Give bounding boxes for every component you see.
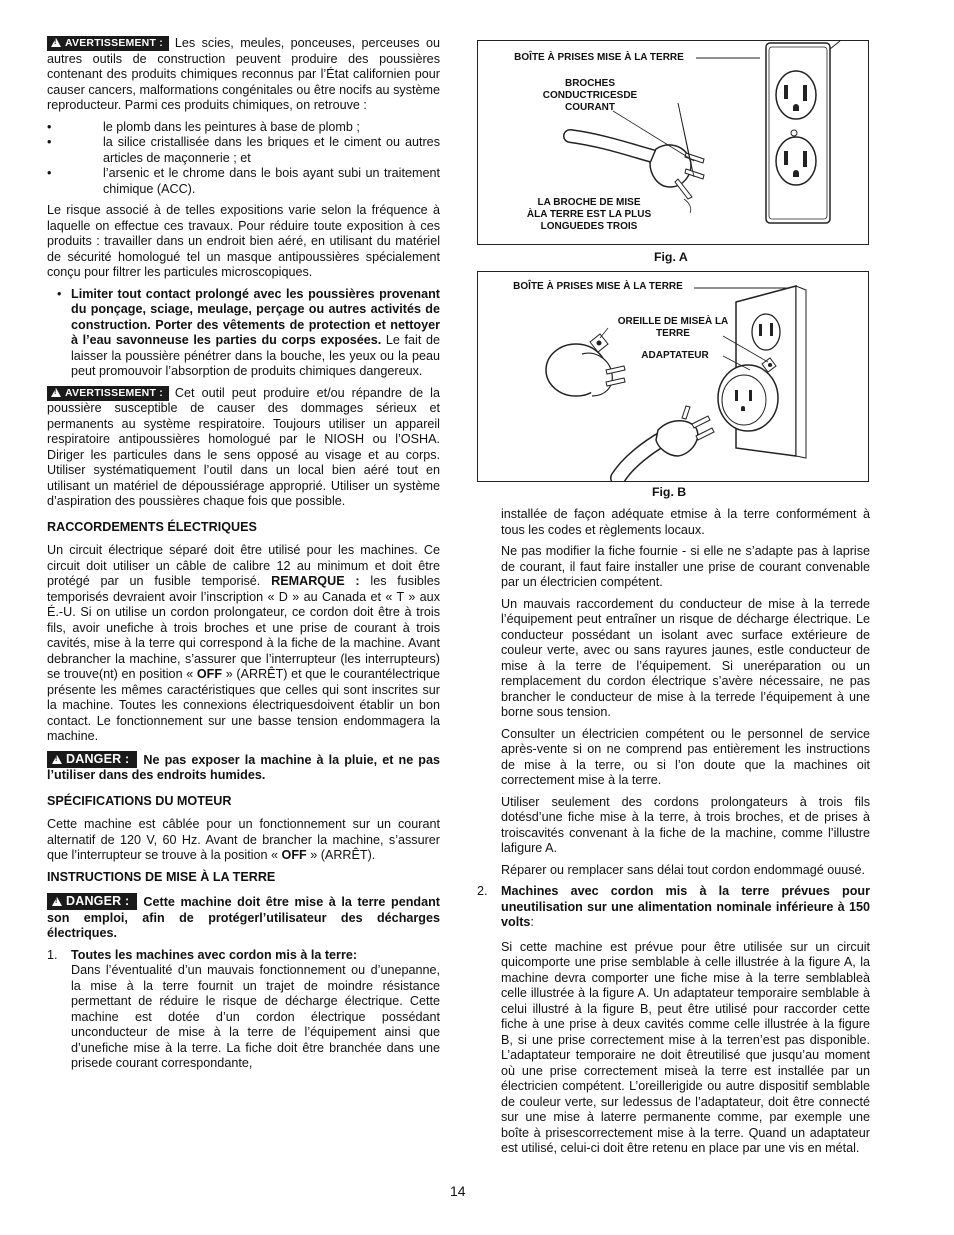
item-1-continued (477, 507, 870, 878)
figure-b-illustration (478, 272, 868, 481)
risk-paragraph: Le risque associé à de telles expositions varie selon la fréquence à laquelle on effectue ces travaux. Pour réduire toute exposition à ces produits : travailler dans un endroit bien aéré, en utilisant du matériel de sécurité homologué tel un masque antipoussières spécialement conçu pour filtrer les particules microscopiques. (47, 203, 440, 279)
label-current-prongs: BROCHES CONDUCTRICESDE COURANT (542, 78, 638, 113)
numbered-item-1: 1. Toutes les machines avec cordon mis à la terre: Dans l’éventualité d’un mauvais fonctionnement ou d’unepanne, la mise à la terre fournit un trajet de moindre résistance permettant de réduire le risque de décharge électrique. Cette machine est dotée d’un cordon électrique possédant unconducteur de mise à la terre de l’équipement ainsi que d’unefiche mise à la terre. La fiche doit être branchée dans une prisede courant correspondante, (47, 947, 440, 1070)
warning-badge: !AVERTISSEMENT : (47, 36, 169, 51)
install-paragraph: installée de façon adéquate etmise à la terre conformément à tous les codes et règlements locaux. (501, 507, 870, 537)
figure-b-caption: Fig. B (652, 485, 687, 499)
heading-specifications: SPÉCIFICATIONS DU MOTEUR (47, 793, 232, 808)
list-item: • l’arsenic et le chrome dans le bois ayant subi un traitement chimique (ACC). (47, 166, 440, 197)
heading-instructions: INSTRUCTIONS DE MISE À LA TERRE (47, 869, 276, 884)
label-outlet-box: BOÎTE À PRISES MISE À LA TERRE (513, 281, 683, 292)
warning-triangle-icon (51, 38, 61, 47)
contact-bullet-bold: Limiter tout contact prolongé avec les poussières provenant du ponçage, sciage, meulage, perçage ou autres activités de construction. Porter des vêtements de protection et nettoyer à l’eau savonneuse les parties du corps exposées. (71, 286, 440, 347)
raccord-paragraph: Un circuit électrique séparé doit être utilisé pour les machines. Ce circuit doit utiliser un câble de calibre 12 au minimum et doit être protégé par un fusible temporisé. REMARQUE : les fusibles temporisés devraient avoir l’inscription « D » au Canada et « T » aux É.-U. Si on utilise un cordon prolongateur, ce cordon doit être à trois fils, avoir unefiche à trois broches et une prise de courant à trois cavités, mise à la terre qui correspond à la fiche de la machine. Avant debrancher la machine, s’assurer que l’interrupteur (les interrupteurs) se trouve(nt) en position « OFF » (ARRÊT) et que le courantélectrique présente les mêmes caractéristiques que celles qui sont inscrites sur la machine. Toutes les connexions électriquesdoivent établir un bon contact. Le fonctionnement sur une basse tension endommagera la machine. (47, 543, 441, 743)
danger-paragraph-2: !DANGER : Cette machine doit être mise à la terre pendant son emploi, afin de protégerl’utilisateur des décharges électriques. (47, 893, 440, 942)
warning-badge: !AVERTISSEMENT : (47, 386, 169, 401)
cords-paragraph: Utiliser seulement des cordons prolongateurs à trois fils dotésd’une fiche mise à la terre, à trois broches, et de prises à troiscavités convenant à la fiche de la machine, comme l’illustre lafigure A. (501, 794, 870, 855)
danger-paragraph-1: !DANGER : Ne pas exposer la machine à la pluie, et ne pas l’utiliser dans des endroits humides. (47, 751, 440, 784)
item-2-title: Machines avec cordon mis à la terre prévues pour uneutilisation sur une alimentation nominale inférieure à 150 volts (501, 884, 870, 929)
warning-paragraph-2 (47, 386, 440, 510)
warning-triangle-icon (52, 897, 62, 906)
figure-a-caption: Fig. A (654, 250, 688, 264)
contact-bullet-text: Le fait de laisser la poussière pénétrer dans la bouche, les yeux ou la peau peut promouvoir l’absorption de produits chimiques dangereux. (71, 333, 440, 378)
numbered-item-2: 2. Machines avec cordon mis à la terre prévues pour uneutilisation sur une alimentation nominale inférieure à 150 volts: Si cette machine est prévue pour être utilisée sur un circuit quicomporte une prise semblable à celle illustrée à la figure A, la machine devra comporter une fiche mise à la terre semblableà celle illustrée à la figure A. Un adaptateur temporaire semblable à celui illustré à la figure B, peut être utilisé pour raccorder cette fiche à une prise à deux cavités comme celle illustrée à la figure B, si une prise correctement mise à la terren’est pas disponible. L’adaptateur temporaire ne doit êtreutilisé que jusqu’au moment où une prise correctement miseà la terre est installée par un électricien compétent. L’oreillerigide ou autre dispositif semblable de couleur verte, sur ledessus de l’adaptateur, doit être connecté sur une mise à laterre permanente comme, par exemple une boîte à prisescorrectement mise à la terre. Quand un adaptateur est utilisé, celui-ci doit être retenu en place par une vis en métal. (477, 884, 870, 1155)
label-outlet-box: BOÎTE À PRISES MISE À LA TERRE (514, 52, 684, 63)
label-adapter: ADAPTATEUR (641, 350, 709, 361)
bad-connection-paragraph: Un mauvais raccordement du conducteur de mise à la terrede l’équipement peut entraîner un risque de décharge électrique. Le conducteur possédant un isolant avec surface extérieure de couleur verte, avec ou sans rayures jaunes, estle conducteur de mise à la terre de l’équipement. Si uneréparation ou un remplacement du cordon électrique s’avère nécessaire, ne pas brancher le conducteur de mise à la terrede l’équipement à une borne sous tension. (501, 596, 870, 719)
modify-paragraph: Ne pas modifier la fiche fournie - si elle ne s’adapte pas à laprise de courant, il faut faire installer une prise de courant convenable par un électricien compétent. (501, 544, 870, 589)
label-ground-prong: LA BROCHE DE MISE ÀLA TERRE EST LA PLUS LONGUEDES TROIS (526, 197, 652, 232)
item-1-text: Dans l’éventualité d’un mauvais fonctionnement ou d’unepanne, la mise à la terre fournit un trajet de moindre résistance permettant de réduire le risque de décharge électrique. Cette machine est dotée d’un cordon électrique possédant unconducteur de mise à la terre de l’équipement ainsi que d’unefiche mise à la terre. La fiche doit être branchée dans une prisede courant correspondante, (71, 963, 440, 1070)
repair-paragraph: Réparer ou remplacer sans délai tout cordon endommagé ouusé. (501, 862, 866, 877)
heading-raccordements: RACCORDEMENTS ÉLECTRIQUES (47, 519, 257, 534)
contact-bullet (47, 287, 440, 380)
list-item: • le plomb dans les peintures à base de plomb ; (47, 120, 440, 136)
label-grounding-ear: OREILLE DE MISEÀ LA TERRE (617, 316, 729, 339)
figure-b (477, 271, 869, 482)
item-1-title: Toutes les machines avec cordon mis à la terre: (71, 947, 358, 962)
spec-paragraph: Cette machine est câblée pour un fonctionnement sur un courant alternatif de 120 V, 60 Hz. Avant de brancher la machine, s’assurer que l’interrupteur se trouve à la position « OFF » (ARRÊT). (47, 817, 440, 862)
list-item: • la silice cristallisée dans les briques et le ciment ou autres articles de maçonnerie ; et (47, 135, 440, 166)
item-2-text: Si cette machine est prévue pour être utilisée sur un circuit quicomporte une prise semblable à celle illustrée à la figure A, la machine devra comporter une fiche mise à la terre semblableà celle illustrée à la figure A. Un adaptateur temporaire semblable à celui illustré à la figure B, peut être utilisé pour raccorder cette fiche à une prise à deux cavités comme celle illustrée à la figure B, si une prise correctement mise à la terren’est pas disponible. L’adaptateur temporaire ne doit êtreutilisé que jusqu’au moment où une prise correctement miseà la terre est installée par un électricien compétent. L’oreillerigide ou autre dispositif semblable de couleur verte, sur ledessus de l’adaptateur, doit être connecté sur une mise à laterre permanente comme, par exemple une boîte à prisescorrectement mise à la terre. Quand un adaptateur est utilisé, celui-ci doit être retenu en place par une vis en métal. (501, 939, 870, 1155)
warning-triangle-icon (52, 755, 62, 764)
warning-triangle-icon (51, 388, 61, 397)
danger-badge: !DANGER : (47, 751, 137, 768)
figure-a (477, 40, 869, 245)
danger-badge: !DANGER : (47, 893, 137, 910)
right-column (477, 507, 870, 1163)
page-number: 14 (450, 1183, 466, 1199)
left-column (47, 36, 440, 1078)
warning-text-2: Cet outil peut produire et/ou répandre de la poussière susceptible de causer des dommages sérieux et permanents au système respiratoire. Toujours utiliser un appareil respiratoire antipoussières homologué par le NIOSH ou l’OSHA. Diriger les particules dans le sens opposé au visage et au corps. Utiliser systématiquement l’outil dans un local bien aéré tout en utilisant un matériel de dépoussiérage approprié. Utiliser un système d’aspiration des poussières chaque fois que possible. (47, 385, 440, 508)
warning-text-1: Les scies, meules, ponceuses, perceuses ou autres outils de construction peuvent produire des poussières contenant des produits chimiques reconnus par l’État californien pour causer cancers, malformations congénitales ou être nocifs au système reproducteur. Parmi ces produits chimiques, on retrouve : (47, 36, 440, 112)
consult-paragraph: Consulter un électricien compétent ou le personnel de service après-vente si on ne comprend pas entièrement les instructions de mise à la terre, ou si l’on doute que la machines oit correctement mise à la terre. (501, 726, 870, 787)
chemicals-list (47, 120, 440, 198)
warning-paragraph-1 (47, 36, 440, 114)
